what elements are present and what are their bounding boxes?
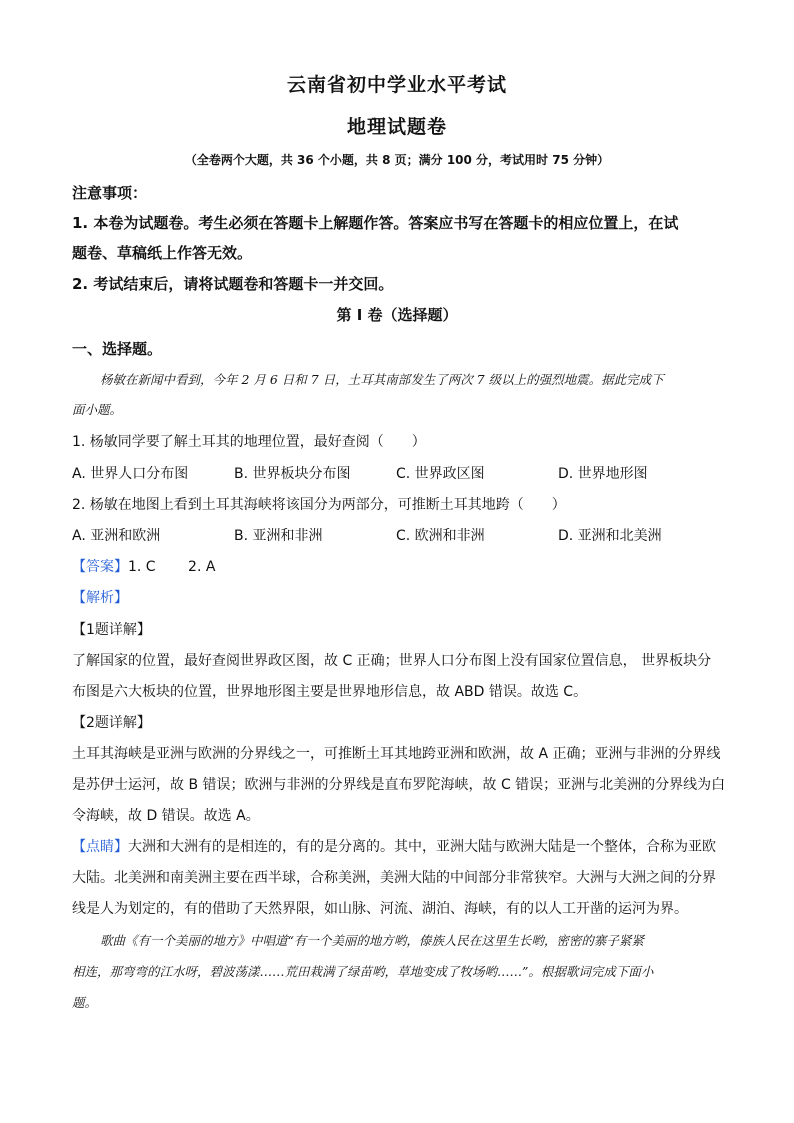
section-heading: 第 I 卷（选择题）	[336, 306, 458, 324]
exam-title: 云南省初中学业水平考试	[286, 74, 507, 96]
question-2-option-b: B. 亚洲和非洲	[234, 528, 323, 544]
tip-line-2: 大陆。北美洲和南美洲主要在西半球，合称美洲，美洲大陆的中间部分非常狭窄。大洲与大洲之间的分界	[72, 870, 716, 886]
analysis-label: 【解析】	[72, 590, 128, 606]
tip-line-1	[72, 836, 716, 856]
question-1-option-a: A. 世界人口分布图	[72, 466, 189, 482]
question-1-option-c: C. 世界政区图	[396, 466, 485, 482]
detail-1-line-1: 了解国家的位置，最好查阅世界政区图，故 C 正确；世界人口分布图上没有国家位置信息， 世界板块分	[72, 653, 712, 669]
detail-2-line-1: 土耳其海峡是亚洲与欧洲的分界线之一，可推断土耳其地跨亚洲和欧洲，故 A 正确；亚洲与非洲的分界线	[72, 746, 721, 762]
notice-item-1-line-1: 1. 本卷为试题卷。考生必须在答题卡上解题作答。答案应书写在答题卡的相应位置上，在试	[72, 214, 679, 232]
notice-item-2: 2. 考试结束后，请将试题卷和答题卡一并交回。	[72, 275, 394, 293]
passage-1-line-2: 面小题。	[72, 402, 123, 417]
question-2-option-c: C. 欧洲和非洲	[396, 528, 485, 544]
exam-subtitle: （全卷两个大题，共 36 个小题，共 8 页；满分 100 分，考试用时 75 分钟）	[184, 153, 610, 167]
detail-2-label: 【2题详解】	[72, 715, 151, 731]
question-2-option-a: A. 亚洲和欧洲	[72, 528, 161, 544]
answer-line	[72, 556, 215, 576]
question-2-option-d: D. 亚洲和北美洲	[558, 528, 662, 544]
answer-label: 【答案】	[72, 559, 128, 575]
detail-2-line-3: 令海峡，故 D 错误。故选 A。	[72, 808, 260, 824]
notice-item-1-line-2: 题卷、草稿纸上作答无效。	[72, 244, 253, 262]
question-1-option-d: D. 世界地形图	[558, 466, 648, 482]
passage-2-line-2: 相连，那弯弯的江水呀，碧波荡漾……荒田栽满了绿苗哟，草地变成了牧场哟……”。根据歌词完成下面小	[72, 964, 654, 979]
question-1-stem: 1. 杨敏同学要了解土耳其的地理位置，最好查阅（ ）	[72, 434, 426, 450]
detail-1-line-2: 布图是六大板块的位置，世界地形图主要是世界地形信息，故 ABD 错误。故选 C。	[72, 684, 588, 700]
paper-title: 地理试题卷	[346, 116, 447, 138]
tip-label: 【点睛】	[72, 839, 128, 855]
passage-2-line-1: 歌曲《有一个美丽的地方》中唱道“有一个美丽的地方哟，傣族人民在这里生长哟，密密的寨子紧紧	[100, 933, 644, 948]
tip-text: 大洲和大洲有的是相连的，有的是分离的。其中，亚洲大陆与欧洲大陆是一个整体，合称为亚欧	[128, 839, 716, 855]
passage-2-line-3: 题。	[72, 995, 98, 1010]
tip-line-3: 线是人为划定的，有的借助了天然界限，如山脉、河流、湖泊、海峡，有的以人工开凿的运河为界。	[72, 901, 688, 917]
question-1-option-b: B. 世界板块分布图	[234, 466, 351, 482]
question-2-stem: 2. 杨敏在地图上看到土耳其海峡将该国分为两部分，可推断土耳其地跨（ ）	[72, 497, 566, 513]
passage-1-line-1: 杨敏在新闻中看到，今年 2 月 6 日和 7 日，土耳其南部发生了两次 7 级以上的强烈地震。据此完成下	[100, 372, 664, 387]
answer-text: 1. C 2. A	[128, 559, 216, 575]
part-heading: 一、选择题。	[72, 340, 163, 358]
detail-2-line-2: 是苏伊士运河，故 B 错误；欧洲与非洲的分界线是直布罗陀海峡，故 C 错误；亚洲与北美洲的分界线为白	[72, 777, 726, 793]
notice-heading: 注意事项：	[72, 184, 148, 202]
detail-1-label: 【1题详解】	[72, 622, 151, 638]
